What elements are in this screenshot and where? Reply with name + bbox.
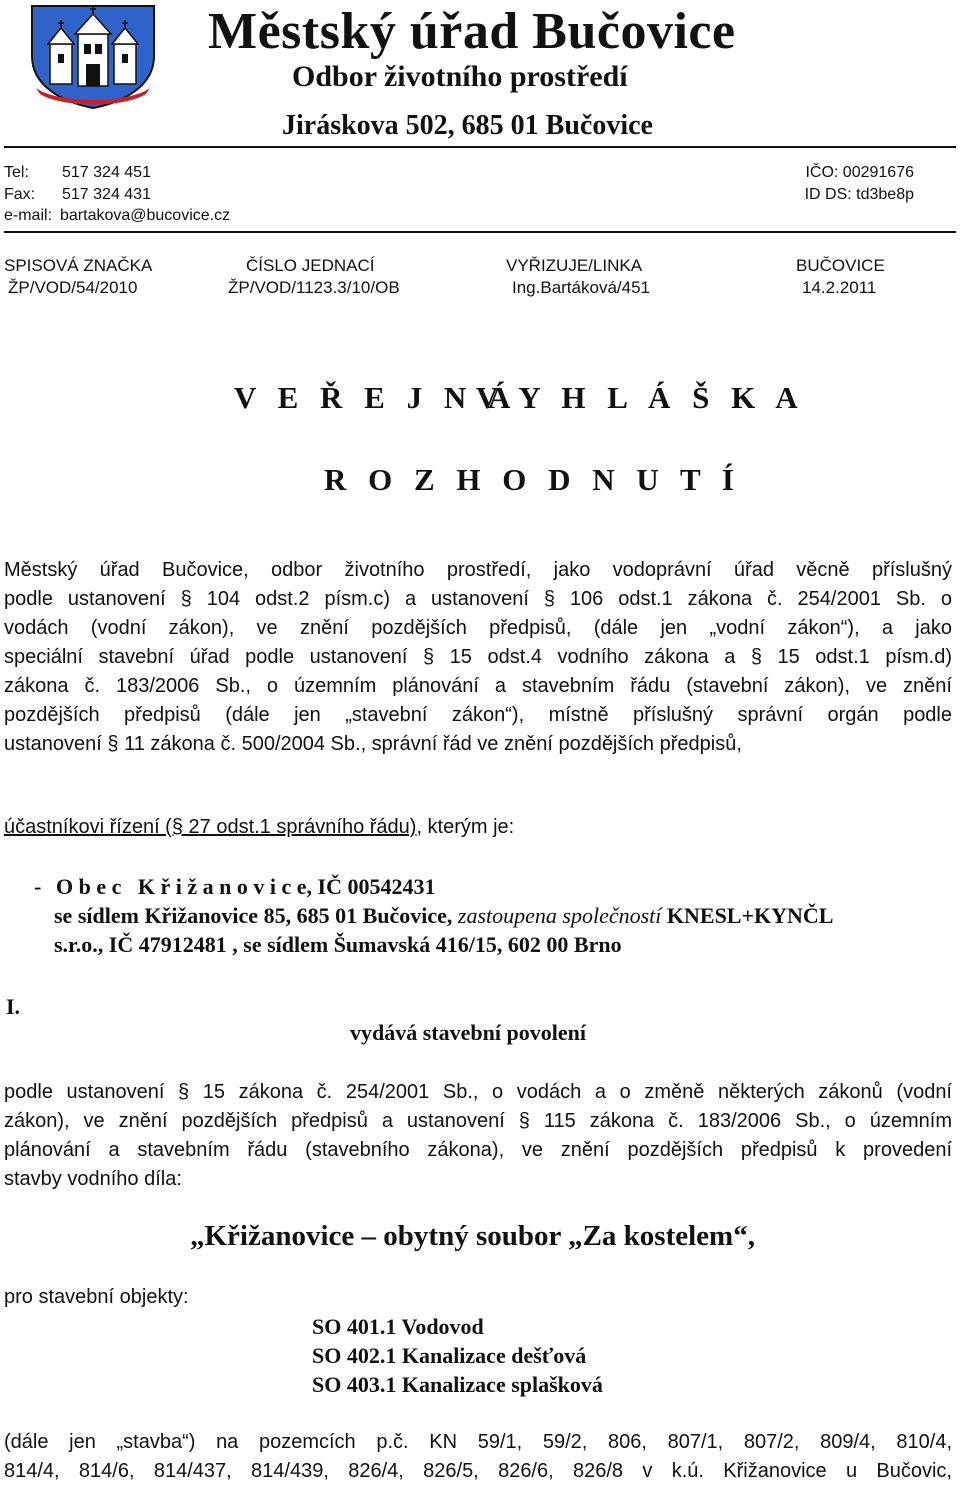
section-title: vydává stavební povolení — [350, 1020, 586, 1045]
ref-value-number: ŽP/VOD/1123.3/10/OB — [228, 278, 400, 297]
permit-line: podle ustanovení § 15 zákona č. 254/2001 Sb., o vodách a o změně některých zákonů (vodní — [4, 1081, 952, 1103]
header-divider — [4, 146, 956, 148]
office-address: Jiráskova 502, 685 01 Bučovice — [282, 110, 653, 141]
ref-label-number: ČÍSLO JEDNACÍ — [246, 256, 375, 275]
coat-of-arms-icon — [28, 4, 158, 110]
ref-label-place: BUČOVICE — [796, 256, 885, 275]
participant-name: O b e c K ř i ž a n o v i c e, IČ 00542431 — [56, 874, 436, 899]
tel-value: 517 324 451 — [62, 164, 151, 181]
ref-value-file: ŽP/VOD/54/2010 — [8, 278, 138, 297]
email-value: bartakova@bucovice.cz — [60, 207, 231, 224]
section-number: I. — [6, 994, 21, 1019]
ref-value-date: 14.2.2011 — [802, 278, 877, 297]
participant-label: účastníkovi řízení (§ 27 odst.1 správního řádu), — [4, 816, 422, 838]
parcels-line: 814/4, 814/6, 814/437, 814/439, 826/4, 826/5, 826/6, 826/8 v k.ú. Křižanovice u Bučovic, — [4, 1460, 952, 1482]
representative-details: s.r.o., IČ 47912481 , se sídlem Šumavská 416/15, 602 00 Brno — [54, 932, 622, 957]
heading-public: V E Ř E J N Á — [234, 380, 518, 415]
email-label: e-mail: — [4, 207, 53, 224]
permit-line: stavby vodního díla: — [4, 1168, 182, 1190]
intro-line: podle ustanovení § 104 odst.2 písm.c) a ustanovení § 106 odst.1 zákona č. 254/2001 Sb. o — [4, 588, 952, 610]
intro-line: zákona č. 183/2006 Sb., o územním plánování a stavebním řádu (stavební zákon), ve znění — [4, 675, 952, 697]
participant-represented-by: zastoupena společností — [457, 903, 662, 928]
object-item: SO 403.1 Kanalizace splašková — [312, 1372, 603, 1397]
object-item: SO 401.1 Vodovod — [312, 1314, 484, 1339]
participant-heading — [4, 816, 514, 839]
office-title: Městský úřad Bučovice — [208, 3, 736, 60]
object-item: SO 402.1 Kanalizace dešťová — [312, 1343, 587, 1368]
ref-label-file: SPISOVÁ ZNAČKA — [4, 256, 153, 275]
intro-line: speciální stavební úřad podle ustanovení § 15 odst.4 vodního zákona a § 15 odst.1 písm.d) — [4, 646, 952, 668]
participant-representative: KNESL+KYNČL — [666, 903, 834, 928]
tel-label: Tel: — [4, 164, 29, 181]
participant-dash: - — [34, 874, 42, 899]
permit-paragraph — [4, 1078, 952, 1194]
participant-seat-address: se sídlem Křižanovice 85, 685 01 Bučovice, — [54, 903, 453, 928]
permit-line: plánování a stavebním řádu (stavebního zákona), ve znění pozdějších předpisů k provedení — [4, 1139, 952, 1161]
fax-label: Fax: — [4, 186, 36, 203]
contact-divider — [4, 231, 956, 233]
ids-value: ID DS: td3be8p — [804, 186, 914, 203]
ref-value-handler: Ing.Bartáková/451 — [512, 278, 650, 297]
objects-label: pro stavební objekty: — [4, 1286, 189, 1308]
intro-line: pozdějších předpisů (dále jen „stavební zákon“), místně příslušný správní orgán podle — [4, 704, 952, 726]
ref-label-handler: VYŘIZUJE/LINKA — [506, 256, 643, 275]
parcels-paragraph — [4, 1428, 952, 1486]
participant-seat — [54, 903, 833, 929]
permit-line: zákon), ve znění pozdějších předpisů a ustanovení § 115 zákona č. 183/2006 Sb., o územním — [4, 1110, 952, 1132]
intro-line: Městský úřad Bučovice, odbor životního prostředí, jako vodoprávní úřad věcně příslušný — [4, 559, 952, 581]
ico-value: IČO: 00291676 — [805, 164, 914, 181]
parcels-line: (dále jen „stavba“) na pozemcích p.č. KN 59/1, 59/2, 806, 807/1, 807/2, 809/4, 810/4, — [4, 1431, 952, 1453]
intro-paragraph — [4, 556, 952, 759]
department-name: Odbor životního prostředí — [292, 60, 628, 93]
fax-value: 517 324 431 — [62, 186, 151, 203]
participant-label-rest: kterým je: — [422, 816, 515, 838]
intro-line: ustanovení § 11 zákona č. 500/2004 Sb., správní řád ve znění pozdějších předpisů, — [4, 733, 742, 755]
heading-notice: V Y H L Á Š K A — [476, 380, 805, 415]
intro-line: vodách (vodní zákon), ve znění pozdějších předpisů, (dále jen „vodní zákon“), a jako — [4, 617, 952, 639]
heading-decision: R O Z H O D N U T Í — [324, 462, 741, 497]
project-title: „Křižanovice – obytný soubor „Za kostelem“, — [190, 1220, 755, 1252]
